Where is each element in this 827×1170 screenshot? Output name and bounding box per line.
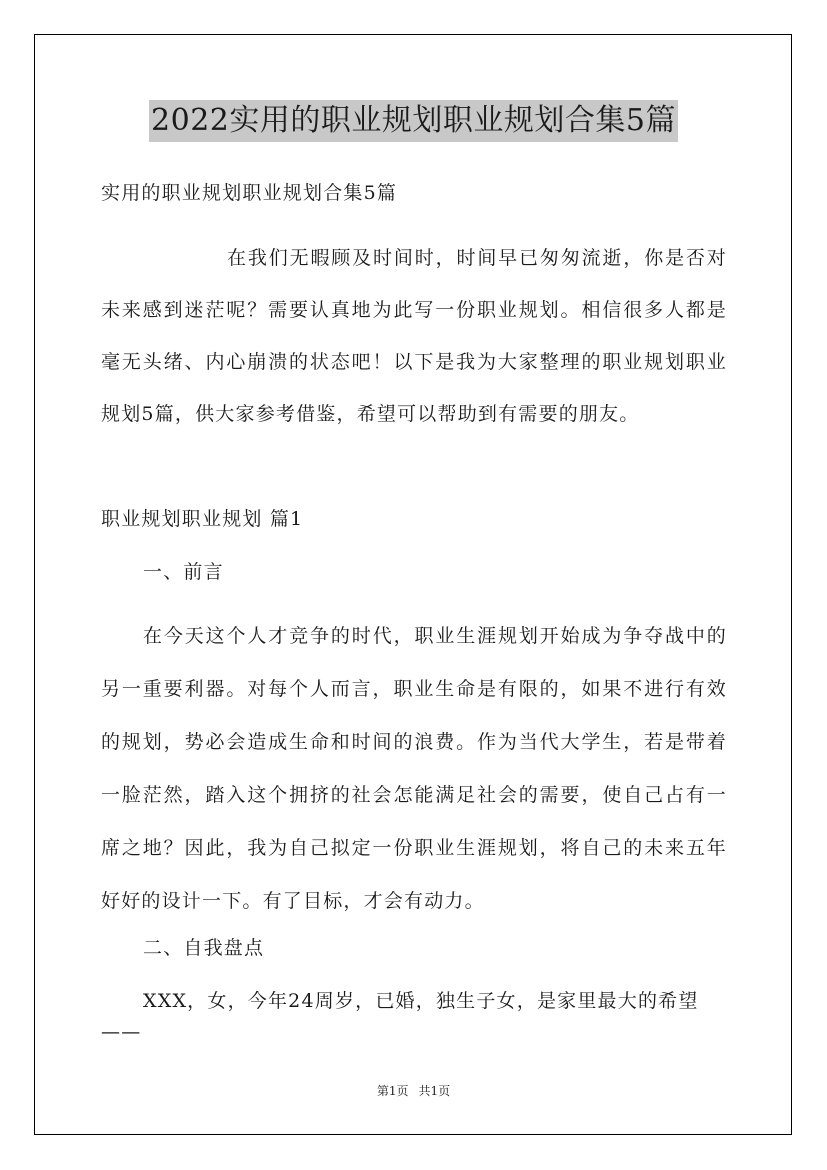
self-assessment-paragraph: XXX，女，今年24周岁，已婚，独生子女，是家里最大的希望——	[101, 990, 699, 1043]
document-title: 2022实用的职业规划职业规划合集5篇	[149, 100, 678, 142]
preface-paragraph: 在今天这个人才竞争的时代，职业生涯规划开始成为争夺战中的另一重要利器。对每个人而言，职业生命是有限的，如果不进行有效的规划，势必会造成生命和时间的浪费。作为当代大学生，若是带着一脸茫然，踏入这个拥挤的社会怎能满足社会的需要，使自己占有一席之地？因此，我为自己拟定一份职业生涯规划，将自己的未来五年好好的设计一下。有了目标，才会有动力。	[101, 625, 727, 912]
intro-paragraph: 在我们无暇顾及时间时，时间早已匆匆流逝，你是否对未来感到迷茫呢？需要认真地为此写一份职业规划。相信很多人都是毫无头绪、内心崩溃的状态吧！以下是我为大家整理的职业规划职业规划5篇，供大家参考借鉴，希望可以帮助到有需要的朋友。	[101, 247, 727, 425]
page-footer	[0, 1083, 827, 1099]
title-container	[0, 100, 827, 142]
section-heading: 职业规划职业规划 篇1	[101, 508, 304, 530]
page-total: 共1页	[418, 1084, 451, 1098]
preface-heading: 一、前言	[143, 561, 224, 583]
page-number: 第1页	[376, 1084, 409, 1098]
self-assessment-heading: 二、自我盘点	[143, 937, 265, 959]
document-subtitle: 实用的职业规划职业规划合集5篇	[101, 182, 398, 204]
